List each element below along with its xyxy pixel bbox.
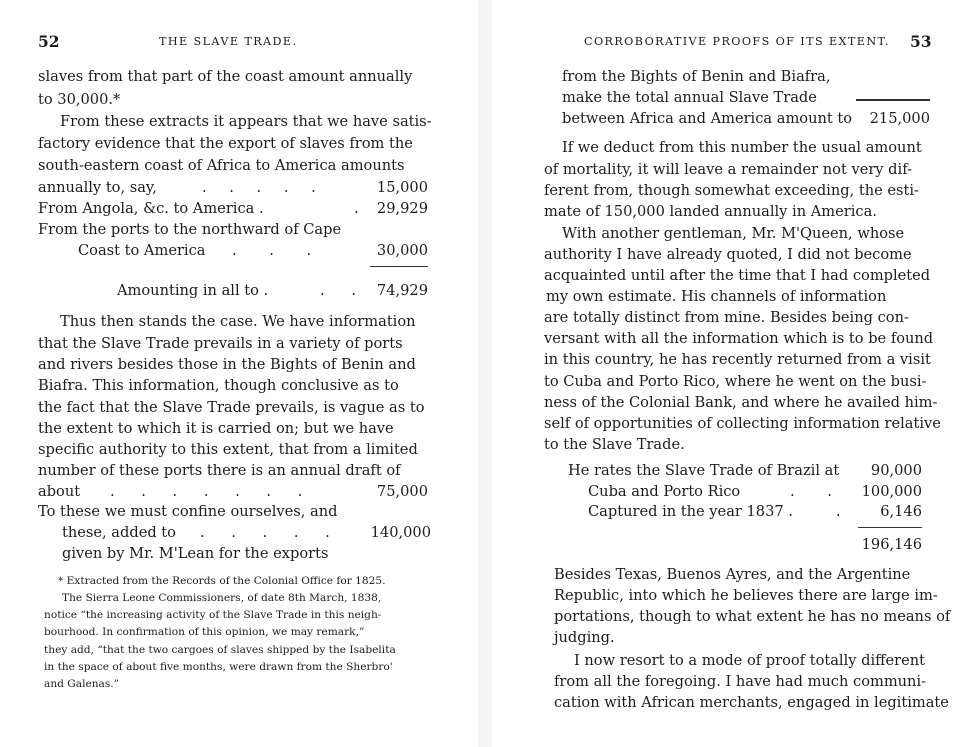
body-line: number of these ports there is an annual draft of: [38, 462, 401, 479]
footnote-line: The Sierra Leone Commissioners, of date 8th March, 1838,: [62, 592, 382, 604]
ledger-label: these, added to: [62, 524, 176, 541]
body-line: specific authority to this extent, that from a limited: [38, 441, 418, 458]
body-line: Thus then stands the case. We have information: [60, 313, 416, 330]
body-line: south-eastern coast of Africa to America amounts: [38, 157, 405, 174]
left-page-number: 52: [38, 32, 60, 51]
body-line: ferent from, though somewhat exceeding, the esti-: [544, 182, 919, 199]
body-line: the extent to which it is carried on; but we have: [38, 420, 394, 437]
ledger-label: From Angola, &c. to America .: [38, 200, 264, 217]
body-line: the fact that the Slave Trade prevails, is vague as to: [38, 399, 425, 416]
body-line: to the Slave Trade.: [544, 436, 685, 453]
body-line: my own estimate. His channels of information: [546, 288, 887, 305]
total-label: Amounting in all to .: [117, 282, 269, 299]
sum-rule: [370, 266, 428, 267]
footnote-line: they add, “that the two cargoes of slaves shipped by the Isabelita: [44, 644, 396, 656]
ledger-label: Cuba and Porto Rico: [588, 483, 741, 500]
body-line: acquainted until after the time that I had completed: [544, 267, 931, 284]
body-line: I now resort to a mode of proof totally different: [574, 652, 926, 669]
total-value: 74,929: [376, 282, 428, 299]
ledger-label: To these we must confine ourselves, and: [38, 503, 338, 520]
left-page: [0, 0, 478, 747]
body-line: that the Slave Trade prevails in a variety of ports: [38, 335, 403, 352]
footnote-line: in the space of about five months, were drawn from the Sherbro': [44, 661, 393, 673]
ledger-value: 75,000: [376, 483, 428, 500]
ledger-value: 30,000: [376, 242, 428, 259]
body-line: cation with African merchants, engaged in legitimate: [554, 694, 949, 711]
body-line: between Africa and America amount to: [562, 110, 853, 127]
footnote-line: bourhood. In confirmation of this opinion, we may remark,”: [44, 626, 365, 638]
left-running-head: THE SLAVE TRADE.: [159, 35, 298, 48]
ledger-value: 6,146: [880, 503, 922, 520]
body-line: make the total annual Slave Trade: [562, 89, 817, 106]
ledger-label: given by Mr. M'Lean for the exports: [62, 545, 329, 562]
ledger-value: 140,000: [370, 524, 431, 541]
body-line: from all the foregoing. I have had much communi-: [554, 673, 927, 690]
ledger-value: 100,000: [861, 483, 922, 500]
footnote-line: * Extracted from the Records of the Colonial Office for 1825.: [58, 575, 386, 587]
sum-rule: [858, 527, 922, 528]
ledger-label: From the ports to the northward of Cape: [38, 221, 342, 238]
footnote-line: and Galenas.”: [44, 678, 120, 690]
body-line: versant with all the information which is to be found: [544, 330, 934, 347]
leader-dots: . . .: [232, 242, 312, 259]
ledger-label: Coast to America: [78, 242, 206, 259]
ledger-value: 29,929: [376, 200, 428, 217]
right-page-number: 53: [910, 32, 932, 51]
ledger-label: He rates the Slave Trade of Brazil at: [568, 462, 840, 479]
leader-dots: .: [354, 200, 359, 217]
body-line: of mortality, it will leave a remainder not very dif-: [544, 161, 913, 178]
body-line: in this country, he has recently returned from a visit: [544, 351, 931, 368]
ledger-label: Captured in the year 1837 .: [588, 503, 793, 520]
leader-dots: . . . . .: [202, 179, 316, 196]
leader-dots: . .: [320, 282, 356, 299]
body-line: and rivers besides those in the Bights of Benin and: [38, 356, 416, 373]
book-gutter: [478, 0, 492, 747]
ledger-total-value: 196,146: [861, 536, 922, 553]
body-line: Biafra. This information, though conclusive as to: [38, 377, 399, 394]
body-line: are totally distinct from mine. Besides being con-: [544, 309, 909, 326]
ledger-value: 15,000: [376, 179, 428, 196]
body-line: Republic, into which he believes there are large im-: [554, 587, 938, 604]
body-line: slaves from that part of the coast amount annually: [38, 68, 413, 85]
leader-dots: .: [836, 503, 841, 520]
body-line: authority I have already quoted, I did not become: [544, 246, 912, 263]
body-line: If we deduct from this number the usual amount: [562, 139, 922, 156]
right-page: [492, 0, 980, 747]
body-line: judging.: [554, 629, 615, 646]
top-total-value: 215,000: [869, 110, 930, 127]
leader-dots: . . . . .: [200, 524, 330, 541]
body-line: to Cuba and Porto Rico, where he went on the busi-: [544, 373, 927, 390]
right-running-head: CORROBORATIVE PROOFS OF ITS EXTENT.: [584, 35, 890, 48]
ledger-value: 90,000: [870, 462, 922, 479]
ledger-label: annually to, say,: [38, 179, 157, 196]
body-line: self of opportunities of collecting information relative: [544, 415, 941, 432]
body-line: from the Bights of Benin and Biafra,: [562, 68, 831, 85]
leader-dots: . .: [790, 483, 832, 500]
body-line: to 30,000.*: [38, 91, 121, 108]
body-line: portations, though to what extent he has no means of: [554, 608, 951, 625]
body-line: Besides Texas, Buenos Ayres, and the Argentine: [554, 566, 911, 583]
brace-rule: [856, 99, 930, 101]
body-line: mate of 150,000 landed annually in America.: [544, 203, 877, 220]
body-line: With another gentleman, Mr. M'Queen, whose: [562, 225, 905, 242]
leader-dots: . . . . . . .: [110, 483, 303, 500]
body-line: From these extracts it appears that we have satis-: [60, 113, 432, 130]
footnote-line: notice “the increasing activity of the Slave Trade in this neigh-: [44, 609, 382, 621]
ledger-label: about: [38, 483, 81, 500]
body-line: ness of the Colonial Bank, and where he availed him-: [544, 394, 938, 411]
body-line: factory evidence that the export of slaves from the: [38, 135, 413, 152]
